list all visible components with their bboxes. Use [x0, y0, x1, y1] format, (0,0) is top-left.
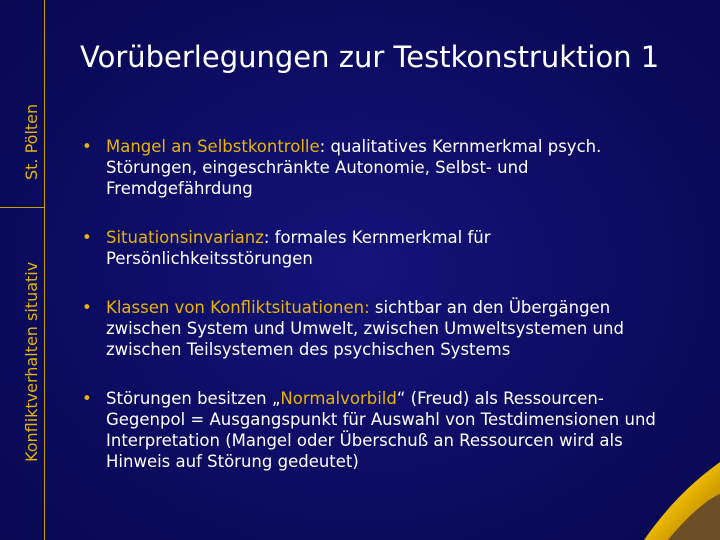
bullet-text: : formales Kernmerkmal für Persönlichkeitsstörungen — [106, 228, 491, 268]
bullet-list — [78, 136, 678, 500]
bullet-icon: • — [82, 137, 92, 156]
sidebar-divider — [0, 207, 44, 208]
bullet-icon: • — [82, 389, 92, 408]
bullet-prefix: Störungen besitzen „ — [106, 389, 281, 408]
page-curl-icon — [628, 448, 720, 540]
bullet-item — [78, 227, 678, 269]
bullet-highlight: Mangel an Selbstkontrolle — [106, 137, 320, 156]
bullet-item — [78, 297, 678, 360]
bullet-text: “ (Freud) als Ressourcen-Gegenpol = Ausgangspunkt für Auswahl von Testdimensionen und Interpretation (Mangel oder Überschuß an Ressourcen wird als Hinweis auf Störung gedeutet) — [106, 389, 656, 471]
bullet-item — [78, 136, 678, 199]
bullet-highlight: Klassen von Konfliktsituationen: — [106, 298, 370, 317]
sidebar-bottom-label: Konfliktverhalten situativ — [22, 261, 41, 462]
slide-title: Vorüberlegungen zur Testkonstruktion 1 — [80, 40, 660, 74]
bullet-icon: • — [82, 228, 92, 247]
bullet-item — [78, 388, 678, 472]
bullet-highlight: Normalvorbild — [280, 389, 397, 408]
bullet-text: sichtbar an den Übergängen zwischen System und Umwelt, zwischen Umweltsystemen und zwischen Teilsystemen des psychischen Systems — [106, 298, 624, 359]
bullet-text: : qualitatives Kernmerkmal psych. Störungen, eingeschränkte Autonomie, Selbst- und Fremdgefährdung — [106, 137, 602, 198]
bullet-icon: • — [82, 298, 92, 317]
bullet-highlight: Situationsinvarianz — [106, 228, 264, 247]
sidebar-top-label: St. Pölten — [22, 103, 41, 180]
